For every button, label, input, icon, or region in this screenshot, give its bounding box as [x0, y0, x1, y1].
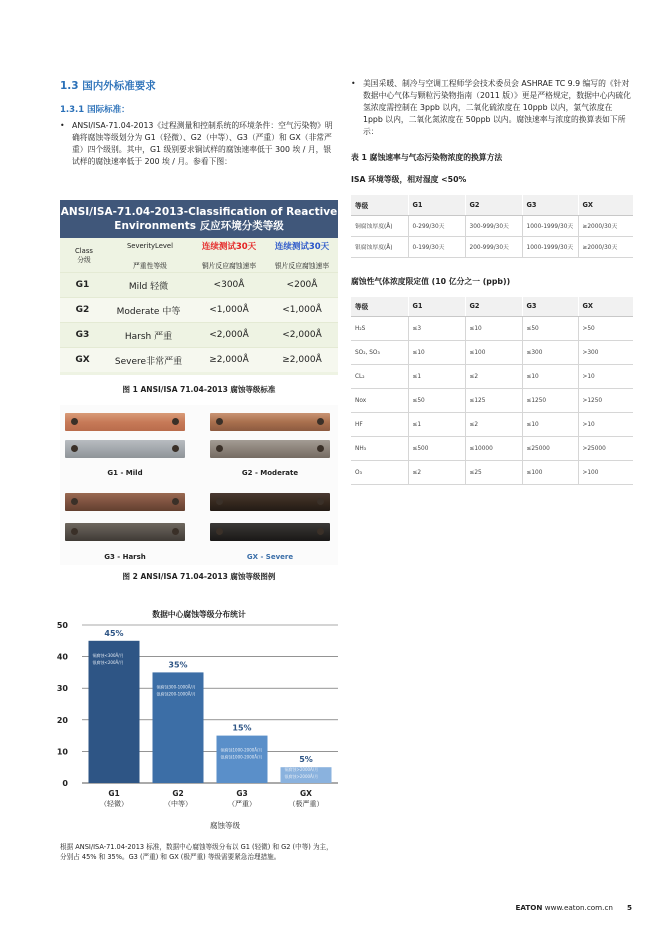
page-number: 5 — [626, 903, 632, 912]
footer-brand-url — [515, 903, 613, 912]
severity-cell: Moderate 中等 — [116, 306, 181, 317]
test-duration-cu: 连续测试30天 — [201, 242, 257, 252]
table-row — [351, 236, 633, 257]
bar-annotation: 银腐蚀<200Å/月 — [92, 659, 124, 665]
table-cell: 1000-1999/30天 — [522, 236, 578, 257]
severity-header-cn: 严重性等级 — [133, 262, 167, 270]
figure-1-classification-table — [60, 200, 338, 375]
data-label: 45% — [104, 628, 124, 638]
table-cell: ≤25000 — [522, 437, 578, 461]
figure-1-title-line2: Environments 反应环境分类等级 — [114, 220, 284, 232]
table-header-cell: G1 — [408, 297, 465, 317]
table-cell: NH₃ — [351, 437, 408, 461]
bullet-text: ANSI/ISA-71.04-2013《过程测量和控制系统的环境条件：空气污染物》明确将腐蚀等级划分为 G1（轻微）、G2（中等）、G3（严重）和 GX（非常严重）四个级别。其中，G1 级别要求铜试样的腐蚀速率低于 300 埃 / 月，银试样的腐蚀速率低于 200 埃 / 月。参看下图： — [72, 121, 333, 166]
photo-label-g1: G1 - Mild — [107, 469, 143, 477]
strip-hole — [71, 445, 78, 452]
table-cell: ≤50 — [408, 389, 465, 413]
x-tick-sublabel: （中等） — [164, 800, 192, 808]
table-row — [351, 317, 633, 341]
table-cell: >10 — [578, 413, 633, 437]
table-cell: ≤100 — [465, 341, 522, 365]
bullet-dot: • — [351, 79, 356, 88]
copper-strip-g3-image — [65, 493, 185, 511]
table-header-cell: 等级 — [351, 195, 408, 215]
chart-title: 数据中心腐蚀等级分布统计 — [152, 610, 246, 619]
strip-hole — [317, 528, 324, 535]
table-cell: ≤2 — [465, 365, 522, 389]
photo-label-g3: G3 - Harsh — [104, 553, 146, 561]
y-tick-label: 20 — [56, 715, 68, 725]
table-cell: 1000-1999/30天 — [522, 215, 578, 236]
table-row — [351, 461, 633, 485]
bar-annotation: 银腐蚀>2000Å/月 — [284, 774, 319, 779]
table-cell: ≤2 — [465, 413, 522, 437]
x-tick-label: G1 — [108, 789, 120, 798]
class-header-en: Class — [75, 247, 93, 255]
strip-hole — [172, 418, 179, 425]
strip-hole — [172, 445, 179, 452]
table-cell: ≤125 — [465, 389, 522, 413]
severity-cell: Harsh 严重 — [124, 331, 173, 342]
data-label: 35% — [168, 660, 188, 670]
bar-annotation: 铜腐蚀<300Å/月 — [92, 652, 124, 658]
table-cell: ≤10 — [408, 341, 465, 365]
right-column — [351, 78, 633, 485]
strip-hole — [317, 418, 324, 425]
section-title: 1.3 国内外标准要求 — [60, 80, 156, 92]
table-header-cell: G3 — [522, 195, 578, 215]
silver-strip-g1-image — [65, 440, 185, 458]
figure-1-caption: 图 1 ANSI/ISA 71.04-2013 腐蚀等级标准 — [122, 385, 276, 394]
data-label: 5% — [299, 755, 313, 765]
table-2 — [351, 297, 633, 486]
strip-hole — [71, 498, 78, 505]
bar-annotation: 铜腐蚀>2000Å/月 — [284, 767, 319, 772]
ag-rate-cell: <2,000Å — [282, 330, 322, 340]
table-cell: ≤1 — [408, 413, 465, 437]
classification-row — [60, 297, 338, 322]
left-column — [60, 78, 338, 168]
table-cell: CL₂ — [351, 365, 408, 389]
data-label: 15% — [232, 723, 252, 733]
table-row — [351, 389, 633, 413]
classification-row — [60, 322, 338, 347]
table-row — [351, 413, 633, 437]
bullet-paragraph — [351, 78, 633, 138]
table-cell: ≥2000/30天 — [578, 215, 633, 236]
table-1-title: 表 1 腐蚀速率与气态污染物浓度的换算方法 — [351, 153, 503, 162]
table-cell: ≤500 — [408, 437, 465, 461]
table-cell: ≤100 — [522, 461, 578, 485]
y-tick-label: 0 — [62, 779, 68, 788]
table-header-cell: GX — [578, 297, 633, 317]
table-header-cell: G3 — [522, 297, 578, 317]
class-cell: G1 — [75, 280, 90, 290]
strip-hole — [317, 498, 324, 505]
bar-annotation: 铜腐蚀1000-2000Å/月 — [220, 747, 263, 753]
table-cell: ≥2000/30天 — [578, 236, 633, 257]
table-cell: H₂S — [351, 317, 408, 341]
bullet-text: 美国采暖、制冷与空调工程师学会技术委员会 ASHRAE TC 9.9 编写的《针对数据中心气体与颗粒污染物指南（2011 版）》更是严格规定，数据中心内硫化氢浓度需控制在 3ppb 以内，二氧化硫浓度在 10ppb 以内，氯气浓度在 1ppb 以内，二氧化氮浓度在 50ppb 以内。腐蚀速率与浓度的换算表如下所示： — [363, 79, 631, 136]
strip-hole — [172, 528, 179, 535]
cu-rate-cell: <1,000Å — [209, 305, 249, 315]
silver-strip-g3-image — [65, 523, 185, 541]
table-row — [351, 437, 633, 461]
figure-1-title-line1: ANSI/ISA-71.04-2013-Classification of Reactive — [60, 206, 338, 218]
table-cell: >100 — [578, 461, 633, 485]
figure-1-column-headers — [60, 238, 338, 272]
table-cell: ≤50 — [522, 317, 578, 341]
table-cell: ≤300 — [522, 341, 578, 365]
table-header-cell: G2 — [465, 297, 522, 317]
chart-note: 根据 ANSI/ISA-71.04-2013 标准，数据中心腐蚀等级分布以 G1 (轻微) 和 G2 (中等) 为主，分别占 45% 和 35%。G3 (严重) 和 GX (极严重) 等级需要紧急治理措施。 — [60, 843, 333, 861]
table-cell: SO₂, SO₃ — [351, 341, 408, 365]
table-cell: ≤1250 — [522, 389, 578, 413]
table-cell: >300 — [578, 341, 633, 365]
strip-hole — [216, 418, 223, 425]
bar-chart — [48, 615, 348, 840]
class-cell: GX — [75, 355, 90, 365]
table-cell: Nox — [351, 389, 408, 413]
table-cell: 铜腐蚀厚度(Å) — [351, 215, 408, 236]
table-cell: ≤10000 — [465, 437, 522, 461]
table-cell: ≤3 — [408, 317, 465, 341]
footer-url[interactable]: www.eaton.com.cn — [544, 903, 613, 912]
ag-rate-header: 银片反应腐蚀速率 — [274, 262, 330, 270]
x-tick-sublabel: （轻微） — [100, 800, 128, 808]
table-header-row — [351, 195, 633, 215]
table-cell: HF — [351, 413, 408, 437]
table-row — [351, 215, 633, 236]
cu-rate-cell: ≥2,000Å — [209, 355, 249, 365]
table-cell: ≤2 — [408, 461, 465, 485]
table-header-row — [351, 297, 633, 317]
y-tick-label: 30 — [56, 684, 68, 694]
severity-header-en: SeverityLevel — [126, 242, 173, 250]
photo-label-gx: GX - Severe — [246, 553, 294, 561]
test-duration-ag: 连续测试30天 — [274, 242, 330, 252]
cu-rate-header: 铜片反应腐蚀速率 — [201, 262, 257, 270]
table-cell: ≤25 — [465, 461, 522, 485]
table-cell: >50 — [578, 317, 633, 341]
bullet-paragraph — [60, 120, 338, 168]
strip-hole — [317, 445, 324, 452]
cu-rate-cell: <2,000Å — [209, 330, 249, 340]
class-cell: G3 — [75, 330, 90, 340]
y-tick-label: 40 — [56, 652, 68, 662]
strip-hole — [216, 498, 223, 505]
table-cell: ≤10 — [522, 365, 578, 389]
table-cell: >10 — [578, 365, 633, 389]
page-footer — [515, 903, 632, 912]
brand-name: EATON — [515, 903, 543, 912]
subsection-title: 1.3.1 国际标准： — [60, 105, 130, 115]
copper-strip-g1-image — [65, 413, 185, 431]
bullet-dot: • — [60, 121, 65, 130]
silver-strip-g2-image — [210, 440, 330, 458]
severity-cell: Severe非常严重 — [114, 356, 183, 367]
strip-hole — [216, 445, 223, 452]
x-tick-label: G2 — [172, 789, 184, 798]
cu-rate-cell: <300Å — [213, 280, 245, 290]
copper-strip-gx-image — [210, 493, 330, 511]
strip-hole — [71, 528, 78, 535]
table-row — [351, 341, 633, 365]
table-header-cell: G2 — [465, 195, 522, 215]
ag-rate-cell: <1,000Å — [282, 305, 322, 315]
copper-strip-g2-image — [210, 413, 330, 431]
x-axis-label: 腐蚀等级 — [210, 821, 240, 830]
figure-1-header — [60, 200, 338, 238]
table-2-subtitle: 腐蚀性气体浓度限定值 (10 亿分之一 (ppb)) — [351, 276, 511, 286]
table-2-body — [351, 317, 633, 485]
ag-rate-cell: <200Å — [286, 280, 318, 290]
table-1 — [351, 195, 633, 258]
table-cell: ≤10 — [465, 317, 522, 341]
table-cell: >1250 — [578, 389, 633, 413]
table-cell: 200-999/30天 — [465, 236, 522, 257]
figure-2-corrosion-photos — [60, 405, 338, 565]
y-tick-label: 10 — [56, 747, 68, 757]
x-tick-label: GX — [300, 789, 312, 798]
bar-annotation: 银腐蚀1000-2000Å/月 — [220, 754, 263, 760]
ag-rate-cell: ≥2,000Å — [282, 355, 322, 365]
class-cell: G2 — [75, 305, 90, 315]
table-cell: ≤10 — [522, 413, 578, 437]
strip-hole — [172, 498, 179, 505]
x-tick-sublabel: （严重） — [228, 800, 256, 808]
class-header — [64, 247, 104, 265]
table-cell: 0-299/30天 — [408, 215, 465, 236]
strip-hole — [71, 418, 78, 425]
table-cell: 300-999/30天 — [465, 215, 522, 236]
table-1-subtitle: ISA 环境等级，相对湿度 <50% — [351, 175, 467, 184]
table-row — [351, 365, 633, 389]
silver-strip-gx-image — [210, 523, 330, 541]
table-cell: >25000 — [578, 437, 633, 461]
classification-row — [60, 347, 338, 372]
y-tick-label: 50 — [56, 621, 68, 630]
x-tick-label: G3 — [236, 789, 248, 798]
severity-cell: Mild 轻微 — [128, 281, 169, 292]
x-tick-sublabel: （极严重） — [288, 800, 324, 808]
table-cell: 银腐蚀厚度(Å) — [351, 236, 408, 257]
class-header-cn: 分级 — [77, 256, 91, 264]
bar-annotation: 铜腐蚀300-1000Å/月 — [156, 684, 196, 690]
table-header-cell: GX — [578, 195, 633, 215]
table-cell: 0-199/30天 — [408, 236, 465, 257]
figure-2-caption: 图 2 ANSI/ISA 71.04-2013 腐蚀等级图例 — [122, 572, 276, 581]
table-header-cell: 等级 — [351, 297, 408, 317]
figure-1-grid — [60, 238, 338, 372]
strip-hole — [216, 528, 223, 535]
bar-annotation: 银腐蚀200-1000Å/月 — [156, 691, 196, 697]
photo-label-g2: G2 - Moderate — [241, 469, 299, 477]
classification-row — [60, 272, 338, 297]
table-cell: O₃ — [351, 461, 408, 485]
table-cell: ≤1 — [408, 365, 465, 389]
table-header-cell: G1 — [408, 195, 465, 215]
